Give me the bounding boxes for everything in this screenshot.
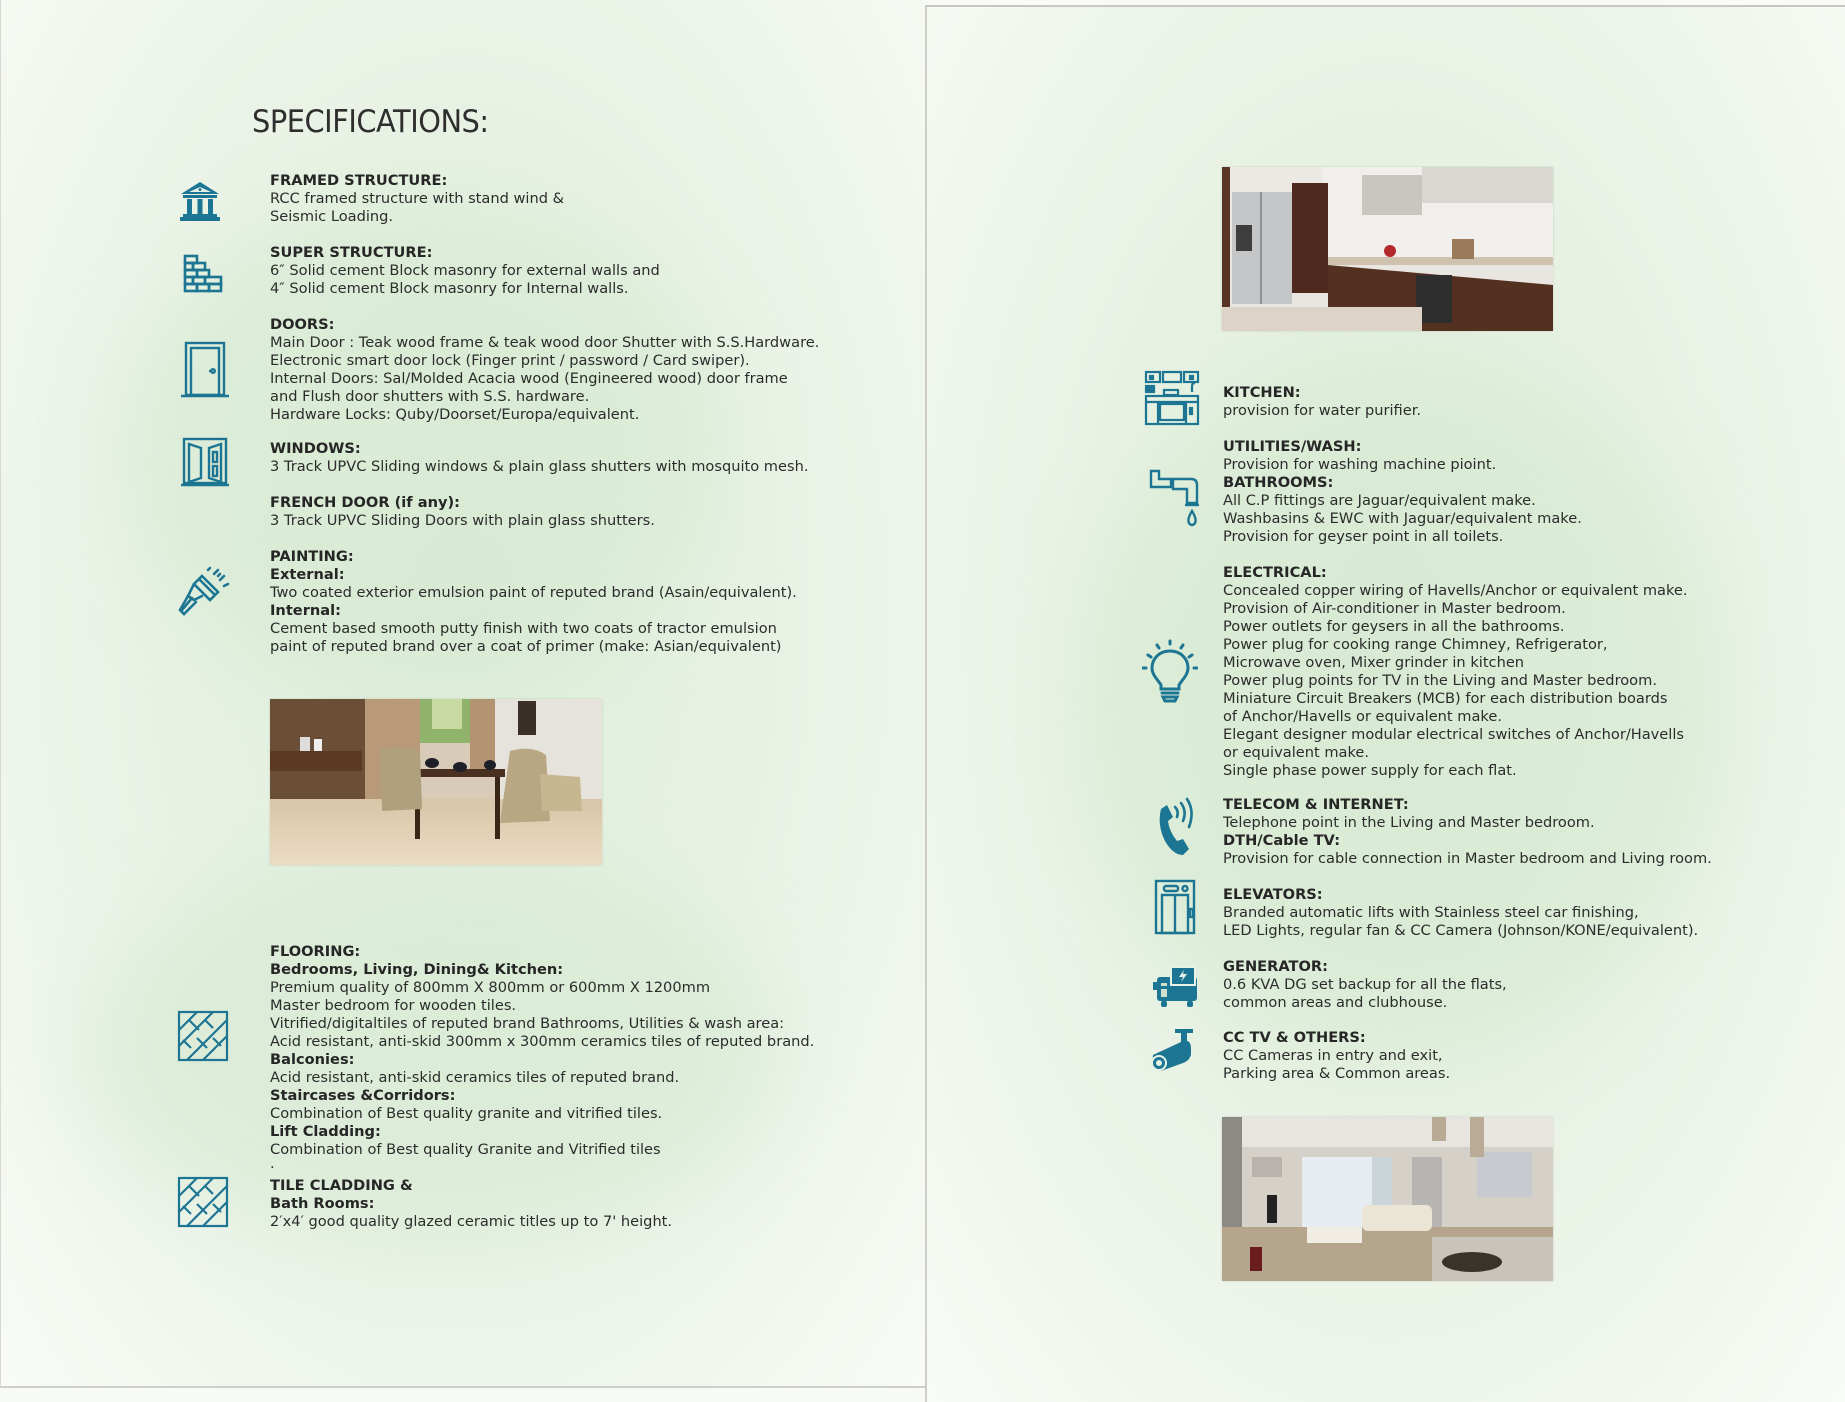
page-title: SPECIFICATIONS:	[252, 104, 489, 140]
floor-tiles-icon	[177, 1176, 229, 1228]
spec-utilities-bathrooms: UTILITIES/WASH: Provision for washing machine pioint. BATHROOMS: All C.P fittings are Jaguar/equivalent make. Washbasins & EWC with Jaguar/equivalent make. Provision for geyser point in all toilets.	[1223, 438, 1582, 545]
kitchen-photo	[1222, 167, 1553, 331]
kitchen-icon	[1144, 370, 1200, 426]
dining-room-photo	[270, 699, 602, 865]
left-page	[0, 0, 926, 1388]
phone-signal-icon	[1153, 797, 1199, 859]
spec-generator: GENERATOR: 0.6 KVA DG set backup for all the flats, common areas and clubhouse.	[1223, 958, 1507, 1011]
spec-french-door: FRENCH DOOR (if any): 3 Track UPVC Sliding Doors with plain glass shutters.	[270, 494, 655, 529]
spec-electrical: ELECTRICAL: Concealed copper wiring of Havells/Anchor or equivalent make. Provision of Air-conditioner in Master bedroom. Power outlets for geysers in all the bathrooms. Power plug for cooking range Chimney, Refrigerator, Microwave oven, Mixer grinder in kitchen Power plug points for TV in the Living and Master bedroom. Miniature Circuit Breakers (MCB) for each distribution boards of Anchor/Havells or equivalent make. Elegant designer modular electrical switches of Anchor/Havells or equivalent make. Single phase power supply for each flat.	[1223, 564, 1688, 779]
spec-cctv: CC TV & OTHERS: CC Cameras in entry and exit, Parking area & Common areas.	[1223, 1029, 1451, 1082]
living-room-photo	[1222, 1117, 1553, 1281]
brick-wall-icon	[183, 254, 225, 294]
spec-telecom: TELECOM & INTERNET: Telephone point in the Living and Master bedroom. DTH/Cable TV: Provision for cable connection in Master bedroom and Living room.	[1223, 796, 1712, 867]
spec-flooring: FLOORING: Bedrooms, Living, Dining& Kitchen: Premium quality of 800mm X 800mm or 600mm X 1200mm Master bedroom for wooden tiles. Vitrified/digitaltiles of reputed brand Bathrooms, Utilities & wash area: Acid resistant, anti-skid 300mm x 300mm ceramics tiles of reputed brand. Balconies: Acid resistant, anti-skid ceramics tiles of reputed brand. Staircases &Corridors: Combination of Best quality granite and vitrified tiles. Lift Cladding: Combination of Best quality Granite and Vitrified tiles .	[270, 943, 815, 1172]
light-bulb-icon	[1142, 639, 1198, 703]
spec-tile-cladding: TILE CLADDING & Bath Rooms: 2′x4′ good quality glazed ceramic titles up to 7' height.	[270, 1177, 673, 1230]
spec-kitchen: KITCHEN: provision for water purifier.	[1223, 384, 1421, 419]
spec-painting: PAINTING: External: Two coated exterior emulsion paint of reputed brand (Asain/equivalent). Internal: Cement based smooth putty finish with two coats of tractor emulsion paint of reputed brand over a coat of primer (make: Asian/equivalent)	[270, 548, 797, 655]
faucet-pipe-icon	[1149, 467, 1201, 529]
paint-brush-icon	[178, 566, 232, 620]
cctv-camera-icon	[1149, 1029, 1199, 1073]
elevator-icon	[1154, 879, 1196, 935]
floor-tiles-icon	[177, 1010, 229, 1062]
window-icon	[181, 436, 229, 488]
spec-doors: DOORS: Main Door : Teak wood frame & teak wood door Shutter with S.S.Hardware. Electronic smart door lock (Finger print / password / Card swiper). Internal Doors: Sal/Molded Acacia wood (Engineered wood) door frame and Flush door shutters with S.S. hardware. Hardware Locks: Quby/Doorset/Europa/equivalent.	[270, 316, 820, 423]
building-columns-icon	[178, 180, 222, 222]
door-icon	[181, 340, 229, 398]
spec-super-structure: SUPER STRUCTURE: 6″ Solid cement Block masonry for external walls and 4″ Solid cement Block masonry for Internal walls.	[270, 244, 660, 297]
spec-elevators: ELEVATORS: Branded automatic lifts with Stainless steel car finishing, LED Lights, regular fan & CC Camera (Johnson/KONE/equivalent).	[1223, 886, 1699, 939]
spec-windows: WINDOWS: 3 Track UPVC Sliding windows & plain glass shutters with mosquito mesh.	[270, 440, 809, 475]
right-page	[925, 5, 1845, 1402]
spec-framed-structure: FRAMED STRUCTURE: RCC framed structure with stand wind & Seismic Loading.	[270, 172, 565, 225]
generator-icon	[1153, 965, 1201, 1009]
